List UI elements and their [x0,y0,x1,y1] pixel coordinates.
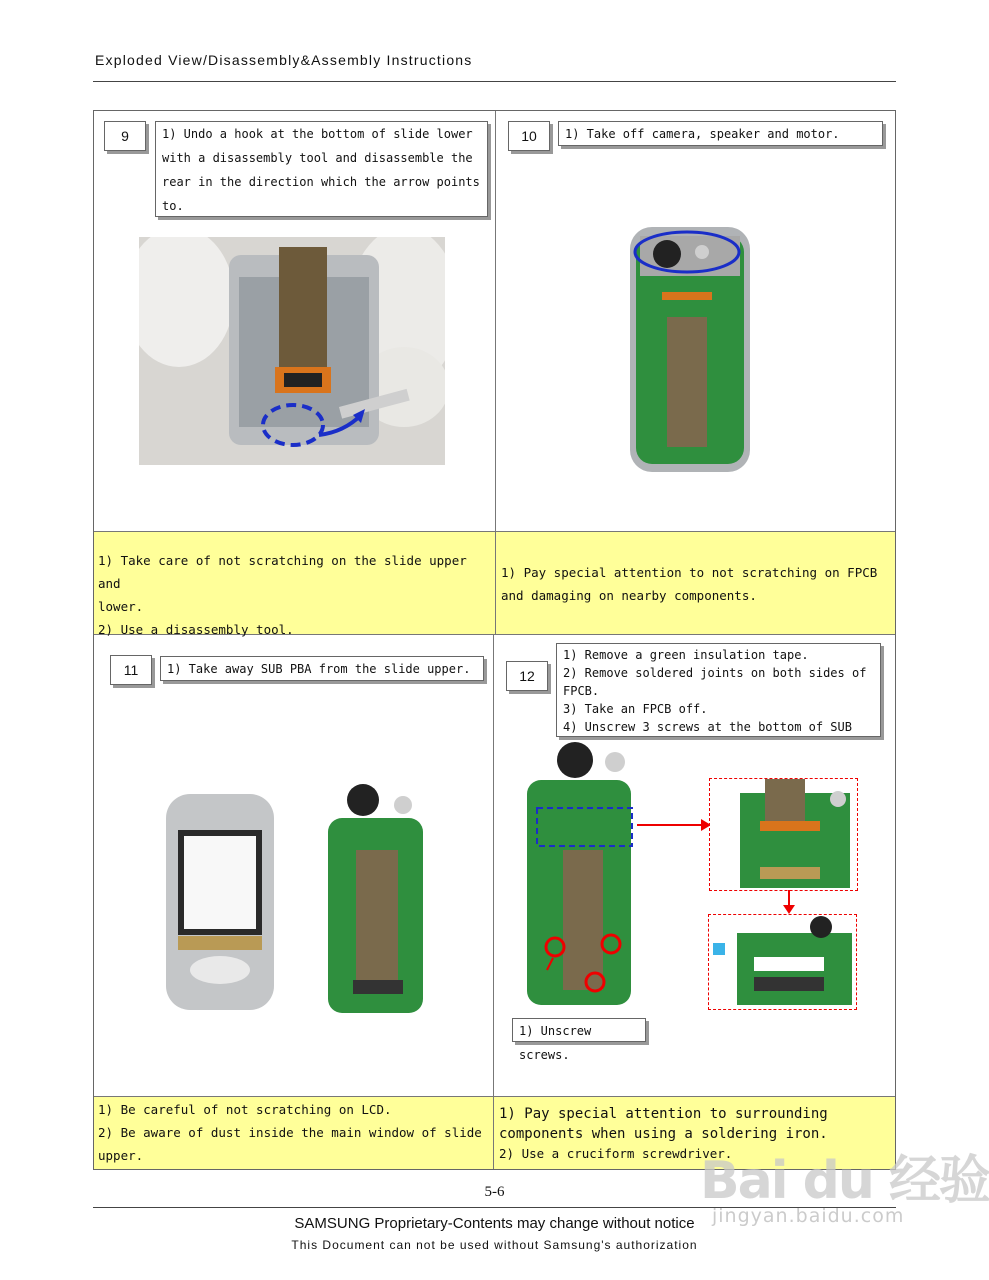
step-11-instruction [160,656,484,681]
footer-proprietary: SAMSUNG Proprietary-Contents may change without notice [294,1215,695,1232]
step-9-instruction [155,121,488,217]
step-12-detail-2 [708,914,857,1010]
step-11-notes [98,1098,490,1167]
step-10-instruction [558,121,883,146]
note-line: components when using a soldering iron. [499,1126,828,1142]
note-line: 2) Use a cruciform screwdriver. [499,1146,733,1161]
step-12-sub-callout [512,1018,646,1062]
watermark-logo: Bai du 经验 [700,1151,989,1211]
sub-callout-text: 1) Unscrew screws. [519,1024,592,1062]
step-10-number: 10 [508,121,550,151]
grid-divider-bottom [493,634,494,1169]
note-line: upper. [98,1148,144,1163]
instruction-line: 3) Take an FPCB off. [563,702,708,716]
note-line: lower. [98,599,144,614]
step-11-photo-slide [160,790,280,1015]
note-line: and damaging on nearby components. [501,588,757,603]
instruction-line: with a disassembly tool and disassemble the [162,151,473,165]
page-title: Exploded View/Disassembly&Assembly Instructions [95,52,473,68]
watermark-url: jingyan.baidu.com [712,1205,905,1227]
step-9-number: 9 [104,121,146,151]
grid-line [94,1096,895,1097]
instruction-line: FPCB. [563,684,600,698]
arrow-line [637,824,707,826]
instruction-line: rear in the direction which the arrow points [162,175,480,189]
header-rule [93,81,896,82]
instruction-line: 1) Remove a green insulation tape. [563,648,809,662]
note-line: 1) Pay special attention to surrounding [499,1106,828,1122]
instruction-line: to. [162,199,184,213]
note-line: 1) Take care of not scratching on the slide upper and [98,553,467,591]
step-9-photo [139,237,445,465]
step-11-number: 11 [110,655,152,685]
instruction-line: 1) Undo a hook at the bottom of slide lower [162,127,473,141]
step-10-notes [501,561,891,607]
instruction-line: 2) Remove soldered joints on both sides of [563,666,867,680]
step-12-number: 12 [506,661,548,691]
step-12-instruction [556,643,881,737]
page-number: 5-6 [484,1184,505,1200]
note-line: 2) Use a disassembly tool. [98,622,294,637]
step-12-detail-1 [709,778,858,891]
arrow-down-icon [783,905,795,914]
note-line: 1) Pay special attention to not scratching on FPCB [501,565,878,580]
step-9-notes [98,549,490,641]
grid-divider-top [495,111,496,634]
step-10-photo [622,222,757,478]
step-12-photo-main [525,740,650,1010]
note-line: 2) Be aware of dust inside the main window of slide [98,1125,482,1140]
instruction-line: 1) Take away SUB PBA from the slide upper. [167,662,471,676]
grid-line [94,531,895,532]
instruction-line: 4) Unscrew 3 screws at the bottom of SUB [563,720,852,734]
note-line: 1) Be careful of not scratching on LCD. [98,1102,392,1117]
footer-authorization: This Document can not be used without Samsung's authorization [291,1238,698,1252]
step-11-photo-pba [318,780,433,1015]
instruction-line: 1) Take off camera, speaker and motor. [565,127,840,141]
